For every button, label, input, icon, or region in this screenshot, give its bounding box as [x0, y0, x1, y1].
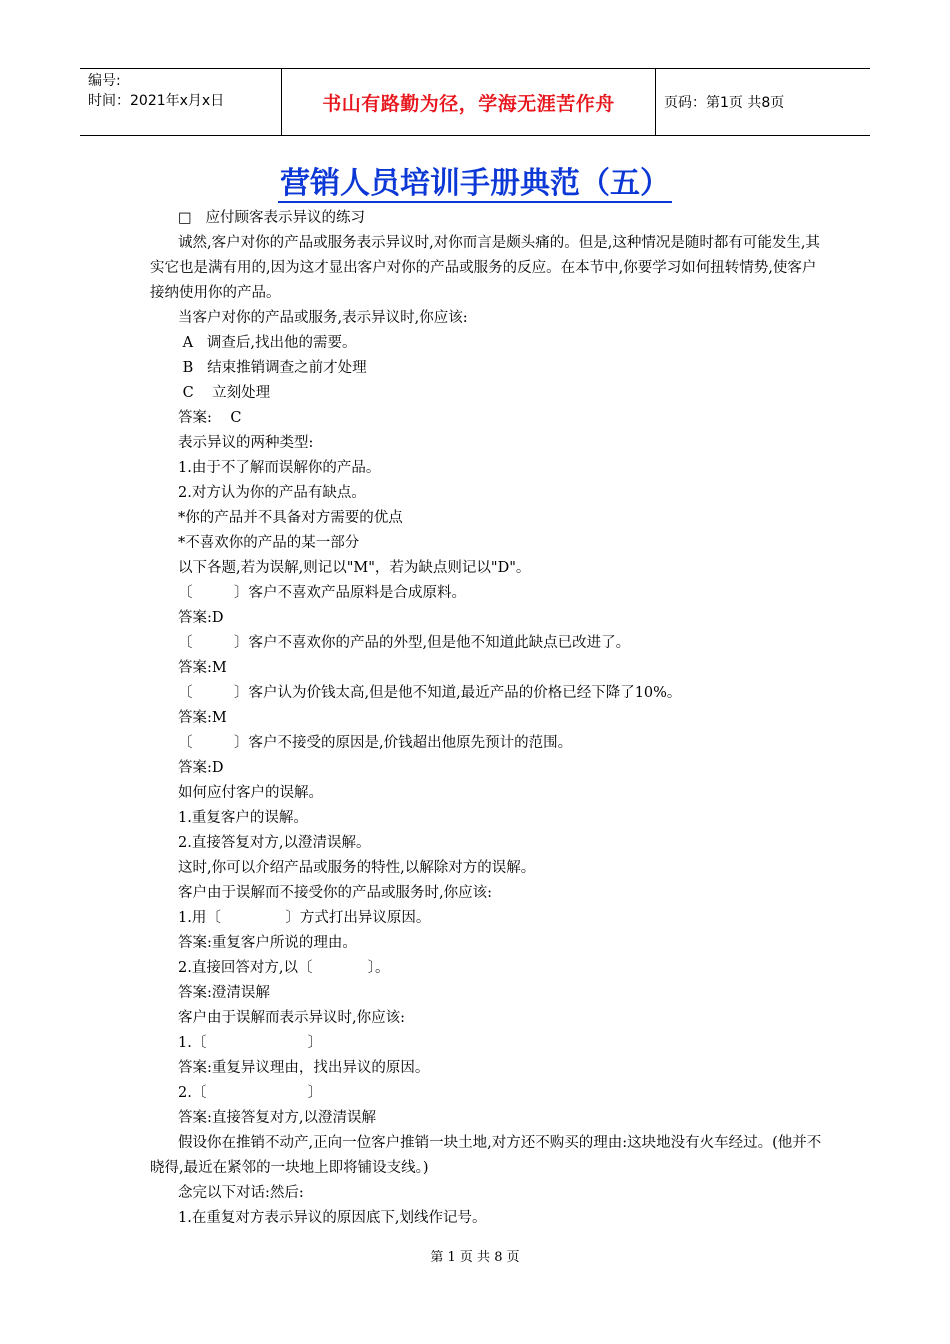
list-item: 1.在重复对方表示异议的原因底下,划线作记号。 — [178, 1210, 487, 1226]
answer: 答案:直接答复对方,以澄清误解 — [178, 1110, 376, 1126]
question: 1.用〔 〕方式打出异议原因。 — [178, 910, 431, 926]
option-c: C 立刻处理 — [178, 385, 271, 401]
paragraph: 念完以下对话:然后: — [178, 1185, 304, 1201]
paragraph: 表示异议的两种类型: — [178, 435, 314, 451]
question: 〔 〕客户认为价钱太高,但是他不知道,最近产品的价格已经下降了10%。 — [178, 685, 682, 701]
header-page-number: 页码：第1页 共8页 — [664, 95, 785, 111]
answer: 答案:M — [178, 660, 227, 676]
answer: 答案:重复客户所说的理由。 — [178, 935, 357, 951]
option-b: B 结束推销调查之前才处理 — [178, 360, 367, 376]
answer: 答案: C — [178, 410, 242, 426]
document-title-wrap — [0, 164, 950, 204]
paragraph: 这时,你可以介绍产品或服务的特性,以解除对方的误解。 — [178, 860, 536, 876]
question: 〔 〕客户不喜欢你的产品的外型,但是他不知道此缺点已改进了。 — [178, 635, 631, 651]
document-body — [150, 206, 822, 1231]
paragraph: 假设你在推销不动产,正向一位客户推销一块土地,对方还不购买的理由:这块地没有火车经过。(他并不晓得,最近在紧邻的一块地上即将铺设支线。) — [150, 1135, 822, 1176]
list-item: 1.重复客户的误解。 — [178, 810, 308, 826]
list-item: 2.直接答复对方,以澄清误解。 — [178, 835, 371, 851]
paragraph: 以下各题,若为误解,则记以"M"，若为缺点则记以"D"。 — [178, 560, 531, 576]
paragraph: 客户由于误解而表示异议时,你应该: — [178, 1010, 405, 1026]
paragraph: 客户由于误解而不接受你的产品或服务时,你应该: — [178, 885, 492, 901]
answer: 答案:重复异议理由，找出异议的原因。 — [178, 1060, 430, 1076]
list-item: *不喜欢你的产品的某一部分 — [178, 535, 360, 551]
question: 2.〔 〕 — [178, 1085, 323, 1101]
page-footer: 第 1 页 共 8 页 — [430, 1250, 520, 1265]
question: 2.直接回答对方,以〔 〕。 — [178, 960, 390, 976]
header-meta — [80, 69, 282, 135]
paragraph: 诚然,客户对你的产品或服务表示异议时,对你而言是颇头痛的。但是,这种情况是随时都有可能发生,其实它也是满有用的,因为这才显出客户对你的产品或服务的反应。在本节中,你要学习如何扭转情势,使客户接纳使用你的产品。 — [150, 235, 820, 301]
question: 〔 〕客户不喜欢产品原料是合成原料。 — [178, 585, 466, 601]
section-heading: □ 应付顾客表示异议的练习 — [178, 210, 366, 226]
document-title: 营销人员培训手册典范（五） — [280, 166, 670, 201]
answer: 答案:D — [178, 610, 224, 626]
page-header — [80, 68, 870, 136]
option-a: A 调查后,找出他的需要。 — [178, 335, 357, 351]
header-time: 时间：2021年x月x日 — [88, 93, 225, 109]
list-item: 2.对方认为你的产品有缺点。 — [178, 485, 366, 501]
question: 1.〔 〕 — [178, 1035, 323, 1051]
header-number: 编号: — [88, 73, 121, 89]
paragraph: 当客户对你的产品或服务,表示异议时,你应该: — [178, 310, 468, 326]
header-motto: 书山有路勤为径，学海无涯苦作舟 — [282, 69, 656, 135]
list-item: 1.由于不了解而误解你的产品。 — [178, 460, 381, 476]
answer: 答案:澄清误解 — [178, 985, 270, 1001]
answer: 答案:D — [178, 760, 224, 776]
question: 〔 〕客户不接受的原因是,价钱超出他原先预计的范围。 — [178, 735, 573, 751]
answer: 答案:M — [178, 710, 227, 726]
paragraph: 如何应付客户的误解。 — [178, 785, 323, 801]
list-item: *你的产品并不具备对方需要的优点 — [178, 510, 403, 526]
